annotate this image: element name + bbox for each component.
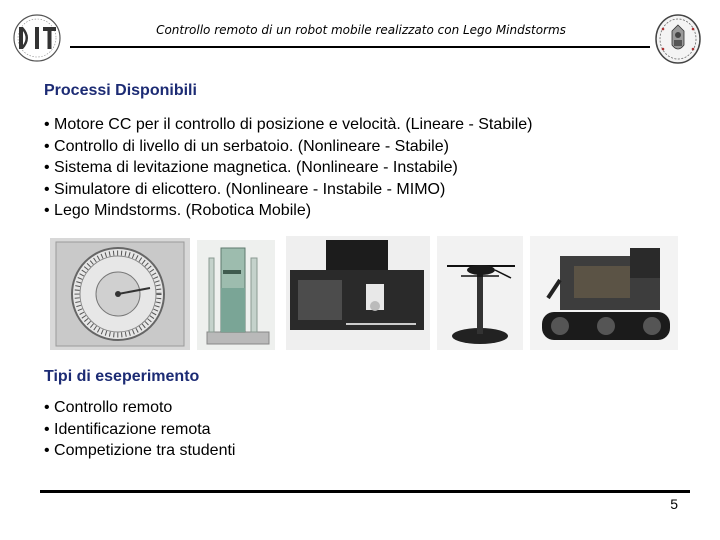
esperimento-list: [44, 397, 235, 462]
dc-motor-photo-icon: [50, 238, 190, 350]
list-item: • Identificazione remota: [44, 420, 211, 438]
page-number: 5: [670, 496, 678, 512]
section-title-esperimento: Tipi di eseperimento: [44, 368, 200, 385]
dit-logo-icon: [12, 13, 62, 63]
list-item: • Lego Mindstorms. (Robotica Mobile): [44, 202, 312, 219]
university-seal-icon: [654, 13, 702, 65]
section-title-processi: Processi Disponibili: [44, 82, 197, 99]
header-divider: [70, 46, 650, 48]
magnetic-levitation-photo-icon: [286, 236, 430, 350]
helicopter-simulator-photo-icon: [437, 236, 523, 350]
header-title: Controllo remoto di un robot mobile realizzato con Lego Mindstorms: [156, 23, 566, 37]
list-item: • Simulatore di elicottero. (Nonlineare - Instabile - MIMO): [44, 180, 446, 198]
list-item: • Sistema di levitazione magnetica. (Nonlineare - Instabile): [44, 159, 458, 176]
list-item: • Controllo remoto: [44, 399, 173, 416]
list-item: • Competizione tra studenti: [44, 442, 236, 459]
processi-list: [44, 114, 533, 222]
water-tank-photo-icon: [197, 240, 275, 350]
lego-robot-photo-icon: [530, 236, 678, 350]
list-item: • Motore CC per il controllo di posizione e velocità. (Lineare - Stabile): [44, 116, 533, 133]
list-item: • Controllo di livello di un serbatoio. (Nonlineare - Stabile): [44, 137, 449, 155]
footer-divider: [40, 490, 690, 493]
